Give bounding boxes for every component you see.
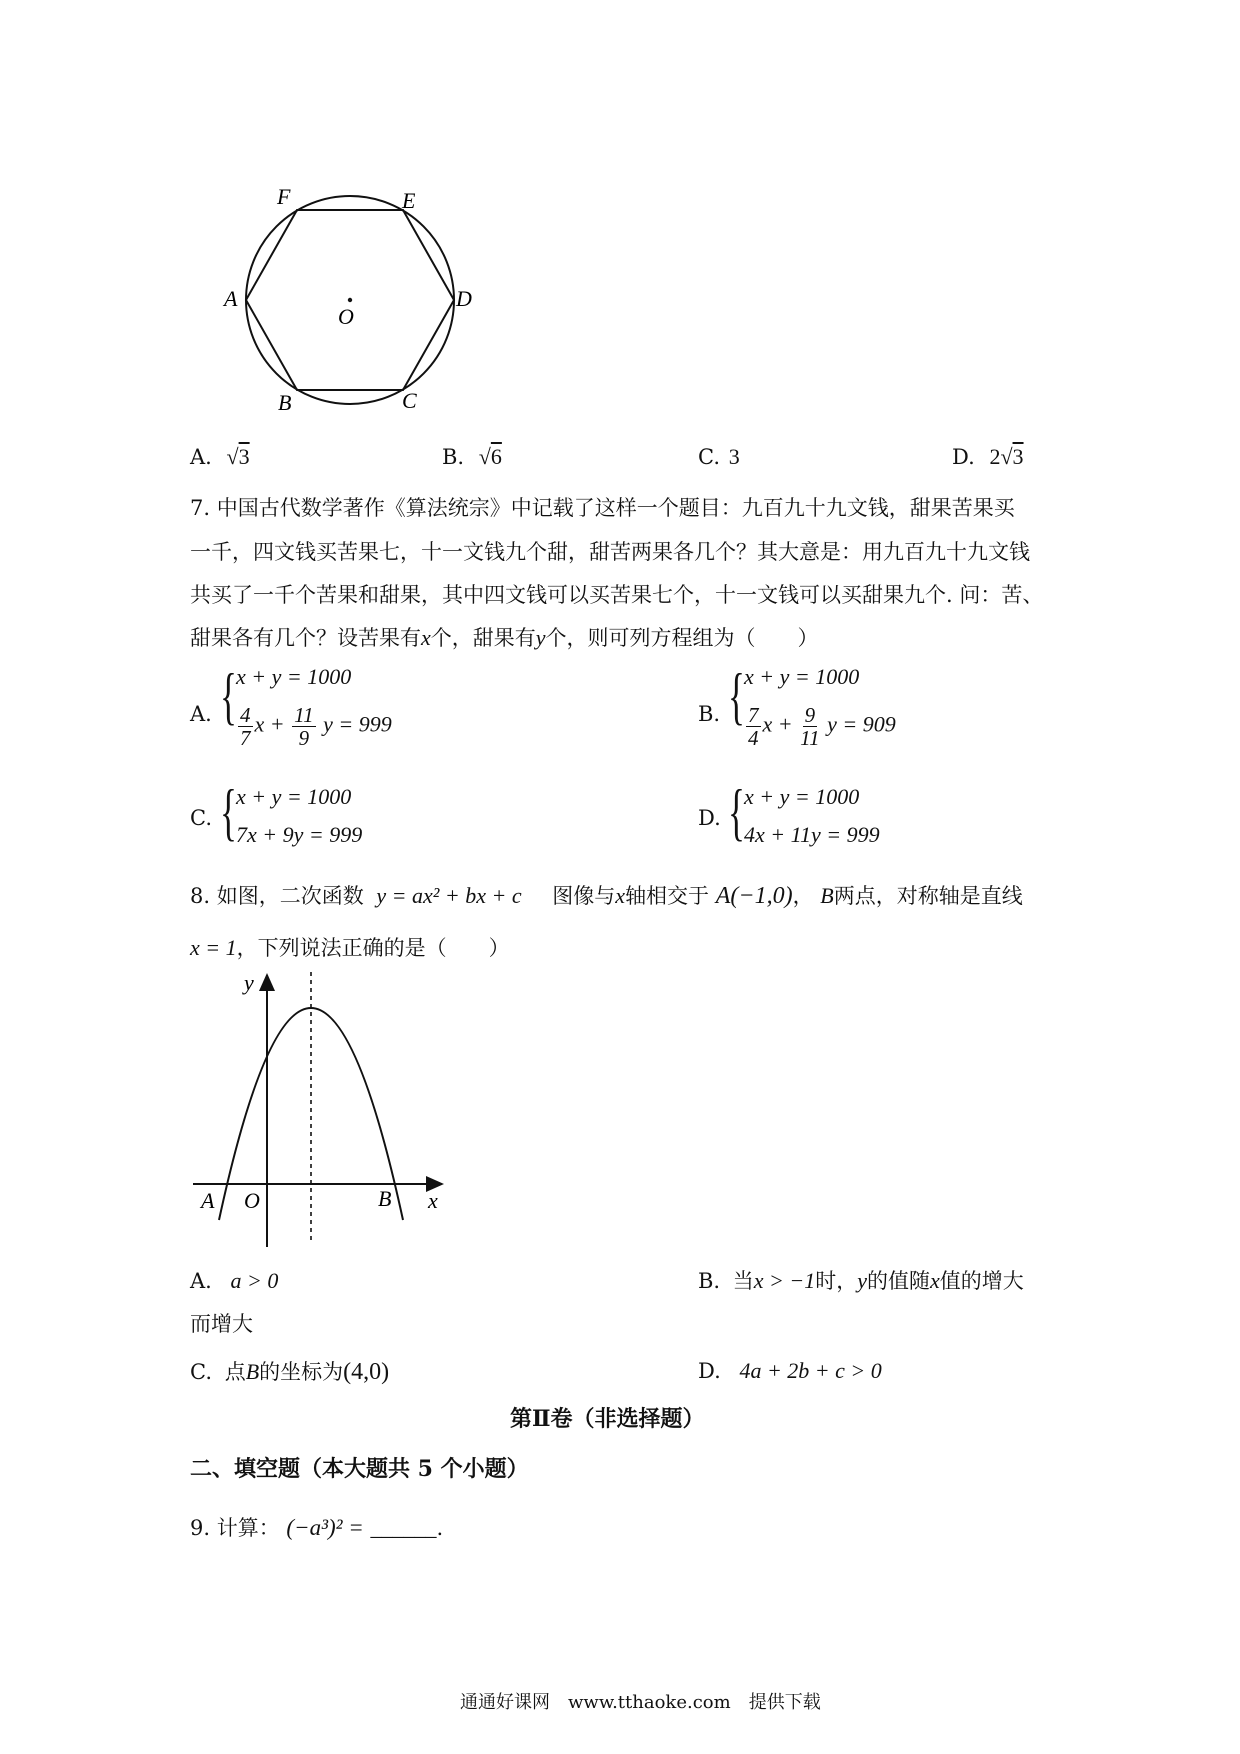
radical: √3 xyxy=(226,444,250,469)
label-O: O xyxy=(244,1188,260,1213)
system-brace: { xyxy=(220,660,237,731)
hexagon-in-circle-figure xyxy=(200,180,480,420)
q7-b-eq2: $\frac{7}{4}$ x + $\frac{9}{11}$ y = 909 xyxy=(748,703,896,751)
q7-c-eq1: x + y = 1000 xyxy=(236,784,352,809)
label-y: y xyxy=(244,970,254,995)
q8-option-a: A. a > 0 xyxy=(190,1268,279,1293)
footer-source: 通通好课网 www.tthaoke.com 提供下载 xyxy=(460,1692,821,1713)
q6-option-c: C. 3 xyxy=(698,444,740,469)
system-brace: { xyxy=(220,776,237,847)
label-B: B xyxy=(278,390,292,415)
label-C: C xyxy=(402,388,417,413)
fraction: $\frac{11}{9}$ xyxy=(294,703,314,751)
option-letter: A. xyxy=(190,445,212,469)
q7-a-eq1: x + y = 1000 xyxy=(236,664,352,689)
q7-d-eq2: 4x + 11y = 999 xyxy=(744,822,880,847)
fraction: $\frac{7}{4}$ xyxy=(748,703,759,751)
q8-option-b: B. 当x > −1时，y的值随x值的增大 xyxy=(698,1268,1024,1293)
q7-line-3: 共买了一千个苦果和甜果，其中四文钱可以买苦果七个，十一文钱可以买甜果九个. 问：苦、 xyxy=(190,583,1044,607)
q6-option-b xyxy=(442,444,502,470)
option-letter: D. xyxy=(952,445,975,469)
q7-line-2: 一千，四文钱买苦果七，十一文钱九个甜，甜苦两果各几个？其大意是：用九百九十九文钱 xyxy=(190,540,1030,564)
q7-option-c-letter: C. xyxy=(190,806,212,830)
fraction: $\frac{4}{7}$ xyxy=(240,703,251,751)
q8-line-1: 8. 如图，二次函数 y = ax² + bx + c 图像与x轴相交于 A(−1,0)， B两点，对称轴是直线 xyxy=(190,883,1023,909)
q7-a-eq2: $\frac{4}{7}$ x + $\frac{11}{9}$ y = 999 xyxy=(240,703,392,751)
label-D: D xyxy=(456,286,472,311)
q7-c-eq2: 7x + 9y = 999 xyxy=(236,822,363,847)
label-O: O xyxy=(338,304,354,329)
q8-option-c: C. 点B的坐标为(4,0) xyxy=(190,1359,390,1385)
label-A: A xyxy=(201,1188,215,1213)
q7-b-eq1: x + y = 1000 xyxy=(744,664,860,689)
label-F: F xyxy=(277,184,291,209)
option-letter: B. xyxy=(442,445,465,469)
q7-d-eq1: x + y = 1000 xyxy=(744,784,860,809)
option-letter: C. xyxy=(698,445,720,469)
q6-option-d xyxy=(952,444,1024,470)
radical: 2√3 xyxy=(989,444,1024,469)
radical: √6 xyxy=(478,444,502,469)
q8-line-2: x = 1，下列说法正确的是（ ） xyxy=(190,935,510,960)
q8-option-d: D. 4a + 2b + c > 0 xyxy=(698,1358,882,1383)
q8-option-b-cont: 而增大 xyxy=(190,1312,253,1336)
q9: 9. 计算： (−a³)² = ______. xyxy=(190,1515,444,1540)
label-x: x xyxy=(428,1188,438,1213)
section-2-subtitle: 二、填空题（本大题共 5 个小题） xyxy=(190,1456,529,1482)
q7-option-d-letter: D. xyxy=(698,806,721,830)
system-brace: { xyxy=(728,660,745,731)
q7-line-4: 甜果各有几个？设苦果有x个，甜果有y个，则可列方程组为（ ） xyxy=(190,625,819,650)
fraction: $\frac{9}{11}$ xyxy=(800,703,820,751)
q6-option-a xyxy=(190,444,250,470)
label-E: E xyxy=(402,188,416,213)
label-A: A xyxy=(224,286,238,311)
q7-option-b-letter: B. xyxy=(698,702,721,726)
q7-line-1: 7. 中国古代数学著作《算法统宗》中记载了这样一个题目：九百九十九文钱，甜果苦果买 xyxy=(190,496,1015,520)
q7-option-a-letter: A. xyxy=(190,702,212,726)
parabola-graph xyxy=(185,965,455,1250)
label-B: B xyxy=(378,1186,392,1211)
system-brace: { xyxy=(728,776,745,847)
center-point xyxy=(348,298,352,302)
answer-blank: ______ xyxy=(370,1515,437,1540)
section-2-title: 第Ⅱ卷（非选择题） xyxy=(510,1406,705,1432)
